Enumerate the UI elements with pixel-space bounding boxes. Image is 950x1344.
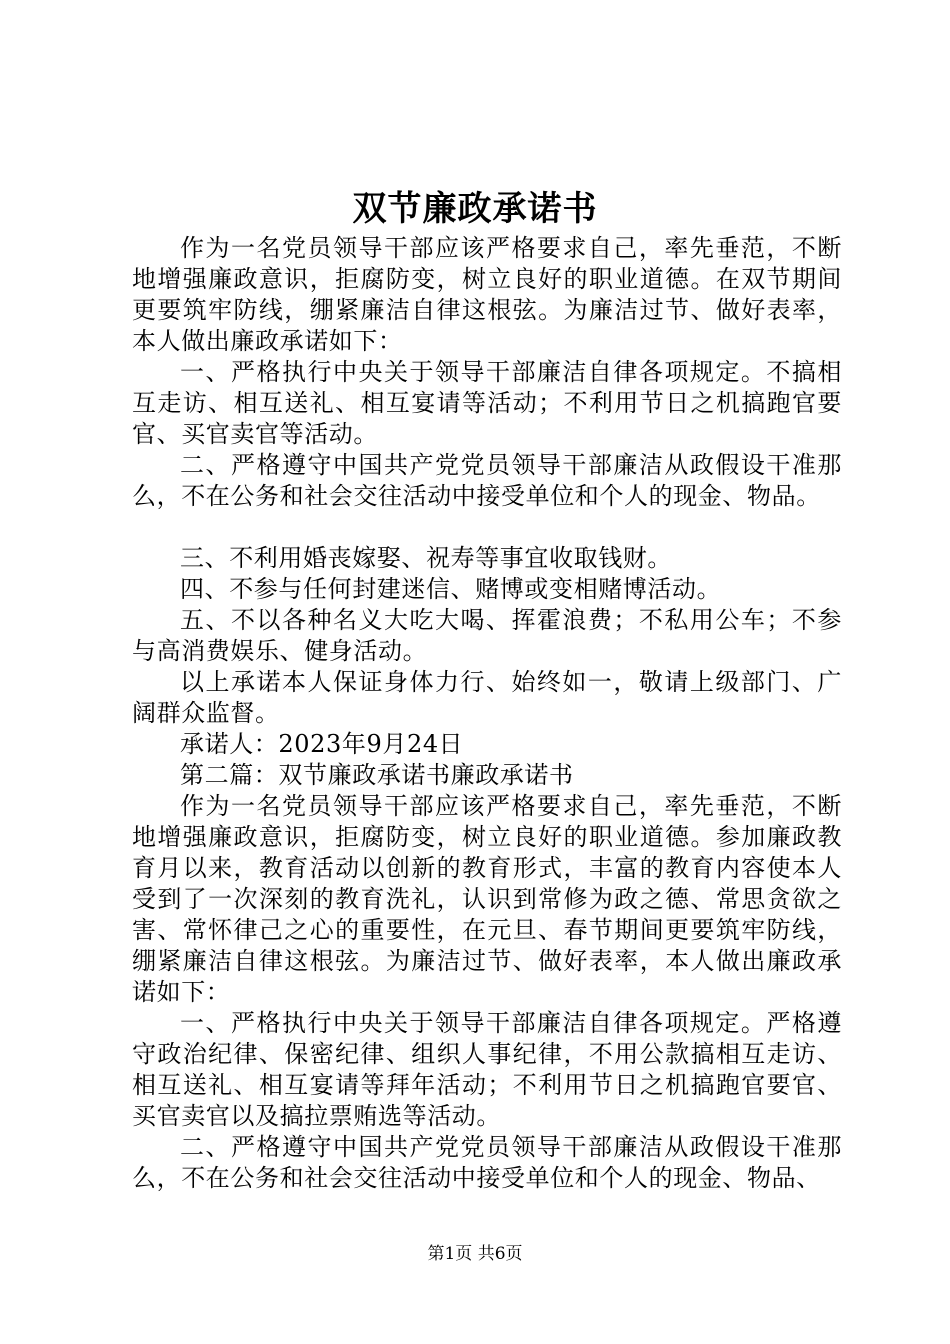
paragraph-item-2: 二、严格遵守中国共产党党员领导干部廉洁从政假设干准那么，不在公务和社会交往活动中接受单位和个人的现金、物品。: [132, 451, 842, 510]
paragraph-item-5: 五、不以各种名义大吃大喝、挥霍浪费；不私用公车；不参与高消费娱乐、健身活动。: [132, 606, 842, 665]
paragraph-second-intro: 作为一名党员领导干部应该严格要求自己，率先垂范，不断地增强廉政意识，拒腐防变，树立良好的职业道德。参加廉政教育月以来，教育活动以创新的教育形式，丰富的教育内容使本人受到了一次深刻的教育洗礼，认识到常修为政之德、常思贪欲之害、常怀律己之心的重要性，在元旦、春节期间更要筑牢防线，绷紧廉洁自律这根弦。为廉洁过节、做好表率，本人做出廉政承诺如下：: [132, 792, 842, 1006]
document-title: 双节廉政承诺书: [352, 189, 598, 229]
paragraph-item-1: 一、严格执行中央关于领导干部廉洁自律各项规定。不搞相互走访、相互送礼、相互宴请等活动；不利用节日之机搞跑官要官、买官卖官等活动。: [132, 358, 842, 448]
document-body: [132, 233, 842, 1194]
paragraph-second-item-1: 一、严格执行中央关于领导干部廉洁自律各项规定。严格遵守政治纪律、保密纪律、组织人事纪律，不用公款搞相互走访、相互送礼、相互宴请等拜年活动；不利用节日之机搞跑官要官、买官卖官以及搞拉票贿选等活动。: [132, 1009, 842, 1130]
paragraph-second-item-2: 二、严格遵守中国共产党党员领导干部廉洁从政假设干准那么，不在公务和社会交往活动中接受单位和个人的现金、物品、: [132, 1133, 842, 1192]
paragraph-item-3: 三、不利用婚丧嫁娶、祝寿等事宜收取钱财。: [180, 544, 672, 572]
paragraph-intro: 作为一名党员领导干部应该严格要求自己，率先垂范，不断地增强廉政意识，拒腐防变，树立良好的职业道德。在双节期间更要筑牢防线，绷紧廉洁自律这根弦。为廉洁过节、做好表率，本人做出廉政承诺如下：: [132, 234, 842, 355]
paragraph-closing: 以上承诺本人保证身体力行、始终如一，敬请上级部门、广阔群众监督。: [132, 668, 842, 727]
paragraph-item-4: 四、不参与任何封建迷信、赌博或变相赌博活动。: [180, 575, 722, 603]
paragraph-signature: 承诺人：2023年9月24日: [180, 730, 464, 758]
page-footer: 第1页 共6页: [427, 1244, 523, 1264]
section-heading-second: 第二篇：双节廉政承诺书廉政承诺书: [180, 761, 574, 789]
